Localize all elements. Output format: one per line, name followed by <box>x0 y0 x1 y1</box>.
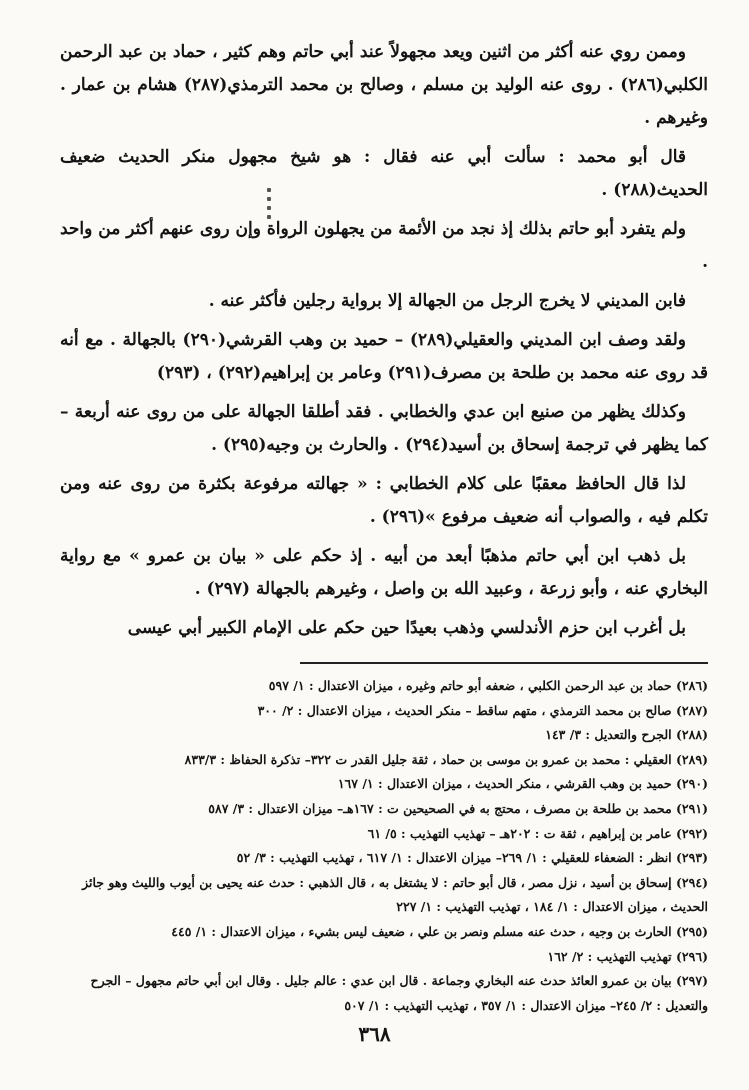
paragraph: ولقد وصف ابن المديني والعقيلي(٢٨٩) – حميد بن وهب القرشي(٢٩٠) بالجهالة . مع أنه قد روى عنه محمد بن طلحة بن مصرف(٢٩١) وعامر بن إبراهيم(٢٩٢) ، (٢٩٣) <box>60 330 708 383</box>
paragraph: بل أغرب ابن حزم الأندلسي وذهب بعيدًا حين حكم على الإمام الكبير أبي عيسى <box>127 618 686 638</box>
margin-mark <box>266 188 272 228</box>
footnote: (٢٩٦) تهذيب التهذيب : ٢/ ١٦٢ <box>547 948 708 964</box>
main-text <box>60 36 708 651</box>
footnote: (٢٩١) محمد بن طلحة بن مصرف ، محتج به في الصحيحين ت : ١٦٧هـ– ميزان الاعتدال : ٣/ ٥٨٧ <box>208 800 708 816</box>
footnote: (٢٨٩) العقيلي : محمد بن عمرو بن موسى بن حماد ، ثقة جليل القدر ت ٣٢٢– تذكرة الحفاظ : ٨٣٣/٣ <box>184 751 708 767</box>
footnote: (٢٩٢) عامر بن إبراهيم ، ثقة ت : ٢٠٢هـ – تهذيب التهذيب : ٥/ ٦١ <box>367 825 708 841</box>
paragraph: ولم يتفرد أبو حاتم بذلك إذ نجد من الأئمة من يجهلون الرواة وإن روى عنهم أكثر من واحد . <box>60 219 708 272</box>
footnote: (٢٨٧) صالح بن محمد الترمذي ، متهم ساقط – منكر الحديث ، ميزان الاعتدال : ٢/ ٣٠٠ <box>257 702 708 718</box>
footnote: (٢٩٤) إسحاق بن أسيد ، نزل مصر ، قال أبو حاتم : لا يشتغل به ، قال الذهبي : حدث عنه يحيى بن أيوب والليث وهو جائز الحديث ، ميزان الاعتدال : ١/ ١٨٤ ، تهذيب التهذيب : ١/ ٢٢٧ <box>82 874 708 915</box>
paragraph: لذا قال الحافظ معقبًا على كلام الخطابي : « جهالته مرفوعة بكثرة من روى عنه ومن تكلم فيه ، والصواب أنه ضعيف مرفوع »(٢٩٦) . <box>60 474 708 527</box>
footnote: (٢٨٨) الجرح والتعديل : ٣/ ١٤٣ <box>545 727 708 743</box>
paragraph: بل ذهب ابن أبي حاتم مذهبًا أبعد من أبيه . إذ حكم على « بيان بن عمرو » مع رواية البخاري عنه ، وأبو زرعة ، وعبيد الله بن واصل ، وغيرهم بالجهالة (٢٩٧) . <box>60 546 708 599</box>
paragraph: وممن روي عنه أكثر من اثنين ويعد مجهولاً عند أبي حاتم وهم كثير ، حماد بن عبد الرحمن الكلبي(٢٨٦) . روى عنه الوليد بن مسلم ، وصالح بن محمد الترمذي(٢٨٧) هشام بن عمار . وغيرهم . <box>60 42 708 128</box>
footnotes <box>60 674 708 1018</box>
footnote: (٢٩٠) حميد بن وهب القرشي ، منكر الحديث ، ميزان الاعتدال : ١/ ١٦٧ <box>337 776 708 792</box>
footnote: (٢٩٧) بيان بن عمرو العائذ حدث عنه البخاري وجماعة . قال ابن عدي : عالم جليل . وقال ابن أبي حاتم مجهول – الجرح والتعديل : ٢/ ٢٤٥– ميزان الاعتدال : ١/ ٣٥٧ ، تهذيب التهذيب : ١/ ٥٠٧ <box>90 973 708 1013</box>
paragraph: قال أبو محمد : سألت أبي عنه فقال : هو شيخ مجهول منكر الحديث ضعيف الحديث(٢٨٨) . <box>60 147 708 200</box>
paragraph: فابن المديني لا يخرج الرجل من الجهالة إلا برواية رجلين فأكثر عنه . <box>208 291 686 311</box>
footnote: (٢٨٦) حماد بن عبد الرحمن الكلبي ، ضعفه أبو حاتم وغيره ، ميزان الاعتدال : ١/ ٥٩٧ <box>268 678 708 693</box>
page-number: ٣٦٨ <box>358 1022 391 1046</box>
footnote: (٢٩٣) انظر : الضعفاء للعقيلي : ١/ ٢٦٩– ميزان الاعتدال : ١/ ٦١٧ ، تهذيب التهذيب : ٣/ ٥٢ <box>236 850 708 866</box>
footnote: (٢٩٥) الحارث بن وجيه ، حدث عنه مسلم ونصر بن علي ، ضعيف ليس بشيء ، ميزان الاعتدال : ١/ ٤٤٥ <box>171 923 708 939</box>
footnote-divider <box>300 662 708 664</box>
paragraph: وكذلك يظهر من صنيع ابن عدي والخطابي . فقد أطلقا الجهالة على من روى عنه أربعة – كما يظهر في ترجمة إسحاق بن أسيد(٢٩٤) . والحارث بن وجيه(٢٩٥) . <box>60 402 708 455</box>
